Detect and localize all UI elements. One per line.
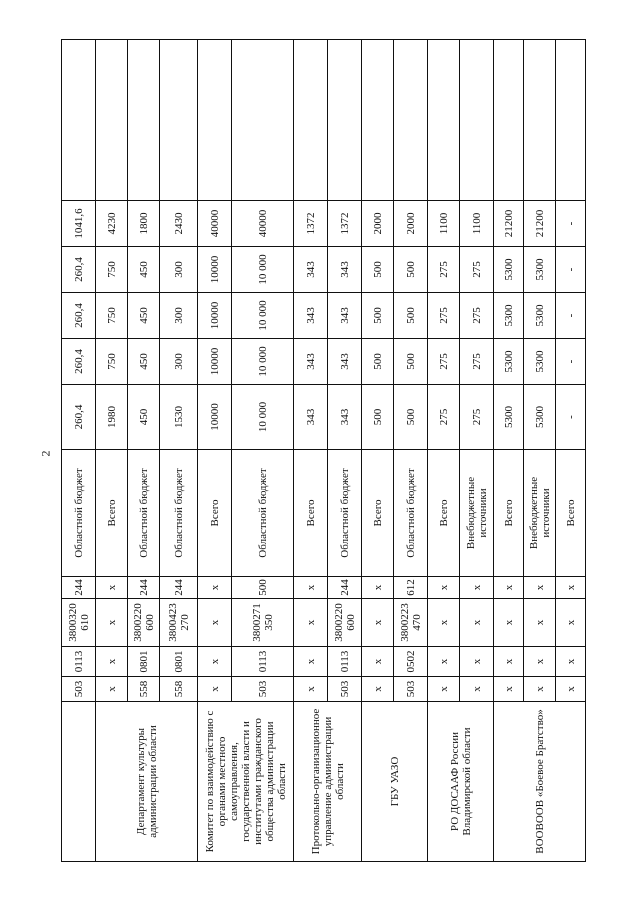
year-cell: 5300 — [494, 339, 524, 385]
year-cell: 343 — [294, 293, 328, 339]
source-cell: Внебюджетные источники — [460, 450, 494, 577]
rz-cell: 0113 — [328, 647, 362, 677]
grbs-cell: х — [460, 677, 494, 702]
source-cell: Областной бюджет — [62, 450, 96, 577]
year-cell: 500 — [394, 339, 428, 385]
blank-cell — [460, 40, 494, 201]
rz-cell: 0113 — [62, 647, 96, 677]
year-cell: 450 — [128, 247, 160, 293]
blank-cell — [524, 40, 556, 201]
year-cell: 275 — [428, 339, 460, 385]
source-cell: Всего — [556, 450, 586, 577]
page-number: 2 — [38, 450, 53, 457]
total-cell: 343 — [328, 385, 362, 450]
year-cell: - — [556, 293, 586, 339]
year-cell: 343 — [328, 339, 362, 385]
blank-cell — [128, 40, 160, 201]
year-cell: 260,4 — [62, 247, 96, 293]
csr-cell: х — [294, 599, 328, 647]
total-cell: 450 — [128, 385, 160, 450]
year-cell: 500 — [362, 247, 394, 293]
sum-cell: 4230 — [96, 201, 128, 247]
total-cell: 10000 — [198, 385, 232, 450]
rz-cell: х — [494, 647, 524, 677]
org-cell: Протокольно-организационное управление администрации области — [294, 702, 362, 862]
year-cell: 300 — [160, 247, 198, 293]
year-cell: 5300 — [494, 247, 524, 293]
blank-cell — [394, 40, 428, 201]
vr-cell: х — [556, 577, 586, 599]
total-cell: 1530 — [160, 385, 198, 450]
source-cell: Областной бюджет — [328, 450, 362, 577]
table-row — [62, 40, 96, 862]
vr-cell: х — [428, 577, 460, 599]
year-cell: 750 — [96, 293, 128, 339]
year-cell: 275 — [428, 247, 460, 293]
vr-cell: 244 — [160, 577, 198, 599]
year-cell: 500 — [362, 339, 394, 385]
blank-cell — [96, 40, 128, 201]
year-cell: 343 — [294, 247, 328, 293]
year-cell: 750 — [96, 339, 128, 385]
grbs-cell: х — [556, 677, 586, 702]
grbs-cell: 503 — [62, 677, 96, 702]
total-cell: 343 — [294, 385, 328, 450]
table-row — [362, 40, 394, 862]
rotated-table-container — [61, 40, 577, 862]
csr-cell: 3800223 470 — [394, 599, 428, 647]
vr-cell: х — [198, 577, 232, 599]
sum-cell: 1372 — [328, 201, 362, 247]
year-cell: 5300 — [524, 293, 556, 339]
grbs-cell: х — [494, 677, 524, 702]
rz-cell: х — [524, 647, 556, 677]
sum-cell: 21200 — [524, 201, 556, 247]
rz-cell: х — [294, 647, 328, 677]
year-cell: - — [556, 247, 586, 293]
grbs-cell: х — [524, 677, 556, 702]
source-cell: Внебюджетные источники — [524, 450, 556, 577]
sum-cell: 2430 — [160, 201, 198, 247]
rz-cell: х — [460, 647, 494, 677]
year-cell: 275 — [428, 293, 460, 339]
blank-cell — [160, 40, 198, 201]
org-cell: Комитет по взаимодействию с органами местного самоуправления, государственной власти и институтами гражданского общества администрации области — [198, 702, 294, 862]
year-cell: 300 — [160, 339, 198, 385]
vr-cell: х — [96, 577, 128, 599]
sum-cell: 2000 — [394, 201, 428, 247]
grbs-cell: 503 — [232, 677, 294, 702]
grbs-cell: х — [198, 677, 232, 702]
year-cell: 10 000 — [232, 339, 294, 385]
grbs-cell: 558 — [160, 677, 198, 702]
budget-table — [61, 39, 586, 862]
csr-cell: х — [556, 599, 586, 647]
vr-cell: х — [460, 577, 494, 599]
total-cell: 500 — [394, 385, 428, 450]
year-cell: 343 — [328, 293, 362, 339]
csr-cell: 3800220 600 — [128, 599, 160, 647]
year-cell: 10 000 — [232, 247, 294, 293]
rz-cell: х — [96, 647, 128, 677]
year-cell: 750 — [96, 247, 128, 293]
sum-cell: 21200 — [494, 201, 524, 247]
csr-cell: х — [460, 599, 494, 647]
year-cell: 275 — [460, 247, 494, 293]
total-cell: - — [556, 385, 586, 450]
source-cell: Областной бюджет — [128, 450, 160, 577]
vr-cell: 500 — [232, 577, 294, 599]
year-cell: 343 — [328, 247, 362, 293]
csr-cell: 3800423 270 — [160, 599, 198, 647]
year-cell: 450 — [128, 293, 160, 339]
rz-cell: х — [428, 647, 460, 677]
grbs-cell: 503 — [394, 677, 428, 702]
sum-cell: 1100 — [460, 201, 494, 247]
year-cell: 450 — [128, 339, 160, 385]
vr-cell: х — [494, 577, 524, 599]
grbs-cell: х — [96, 677, 128, 702]
total-cell: 10 000 — [232, 385, 294, 450]
table-row — [96, 40, 128, 862]
csr-cell: х — [198, 599, 232, 647]
blank-cell — [232, 40, 294, 201]
blank-cell — [494, 40, 524, 201]
csr-cell: 3800220 600 — [328, 599, 362, 647]
source-cell: Всего — [428, 450, 460, 577]
vr-cell: 244 — [62, 577, 96, 599]
year-cell: 10 000 — [232, 293, 294, 339]
year-cell: 10000 — [198, 339, 232, 385]
csr-cell: х — [524, 599, 556, 647]
sum-cell: 1100 — [428, 201, 460, 247]
year-cell: 500 — [394, 247, 428, 293]
rz-cell: 0113 — [232, 647, 294, 677]
sum-cell: 40000 — [198, 201, 232, 247]
source-cell: Областной бюджет — [160, 450, 198, 577]
year-cell: 5300 — [524, 339, 556, 385]
year-cell: 260,4 — [62, 339, 96, 385]
source-cell: Областной бюджет — [394, 450, 428, 577]
year-cell: 343 — [294, 339, 328, 385]
blank-cell — [328, 40, 362, 201]
grbs-cell: 503 — [328, 677, 362, 702]
sum-cell: 40000 — [232, 201, 294, 247]
source-cell: Всего — [198, 450, 232, 577]
vr-cell: 612 — [394, 577, 428, 599]
org-cell: РО ДОСААФ России Владимирской области — [428, 702, 494, 862]
rz-cell: 0801 — [128, 647, 160, 677]
blank-cell — [198, 40, 232, 201]
total-cell: 260,4 — [62, 385, 96, 450]
sum-cell: 1800 — [128, 201, 160, 247]
source-cell: Всего — [96, 450, 128, 577]
rz-cell: 0502 — [394, 647, 428, 677]
total-cell: 500 — [362, 385, 394, 450]
grbs-cell: х — [428, 677, 460, 702]
year-cell: 500 — [362, 293, 394, 339]
org-cell: Департамент культуры администрации области — [96, 702, 198, 862]
org-cell — [62, 702, 96, 862]
grbs-cell: 558 — [128, 677, 160, 702]
year-cell: 260,4 — [62, 293, 96, 339]
blank-cell — [428, 40, 460, 201]
sum-cell: 1372 — [294, 201, 328, 247]
csr-cell: х — [428, 599, 460, 647]
org-cell: ГБУ УАЗО — [362, 702, 428, 862]
sum-cell: 1041,6 — [62, 201, 96, 247]
year-cell: 300 — [160, 293, 198, 339]
year-cell: 5300 — [524, 247, 556, 293]
rz-cell: х — [198, 647, 232, 677]
year-cell: 275 — [460, 293, 494, 339]
year-cell: - — [556, 339, 586, 385]
table-row — [294, 40, 328, 862]
vr-cell: 244 — [328, 577, 362, 599]
total-cell: 275 — [460, 385, 494, 450]
year-cell: 5300 — [494, 293, 524, 339]
year-cell: 10000 — [198, 293, 232, 339]
blank-cell — [362, 40, 394, 201]
total-cell: 5300 — [524, 385, 556, 450]
total-cell: 5300 — [494, 385, 524, 450]
csr-cell: х — [96, 599, 128, 647]
vr-cell: х — [294, 577, 328, 599]
grbs-cell: х — [294, 677, 328, 702]
grbs-cell: х — [362, 677, 394, 702]
csr-cell: х — [362, 599, 394, 647]
source-cell: Всего — [362, 450, 394, 577]
table-row — [494, 40, 524, 862]
source-cell: Всего — [494, 450, 524, 577]
vr-cell: х — [524, 577, 556, 599]
rz-cell: х — [362, 647, 394, 677]
table-row — [198, 40, 232, 862]
sum-cell: - — [556, 201, 586, 247]
sum-cell: 2000 — [362, 201, 394, 247]
vr-cell: х — [362, 577, 394, 599]
org-cell: ВООВООВ «Боевое Братство» — [494, 702, 586, 862]
blank-cell — [62, 40, 96, 201]
rz-cell: х — [556, 647, 586, 677]
year-cell: 275 — [460, 339, 494, 385]
total-cell: 1980 — [96, 385, 128, 450]
blank-cell — [556, 40, 586, 201]
csr-cell: х — [494, 599, 524, 647]
vr-cell: 244 — [128, 577, 160, 599]
source-cell: Всего — [294, 450, 328, 577]
csr-cell: 3800320 610 — [62, 599, 96, 647]
blank-cell — [294, 40, 328, 201]
rz-cell: 0801 — [160, 647, 198, 677]
total-cell: 275 — [428, 385, 460, 450]
csr-cell: 3800271 350 — [232, 599, 294, 647]
year-cell: 500 — [394, 293, 428, 339]
source-cell: Областной бюджет — [232, 450, 294, 577]
table-row — [428, 40, 460, 862]
year-cell: 10000 — [198, 247, 232, 293]
